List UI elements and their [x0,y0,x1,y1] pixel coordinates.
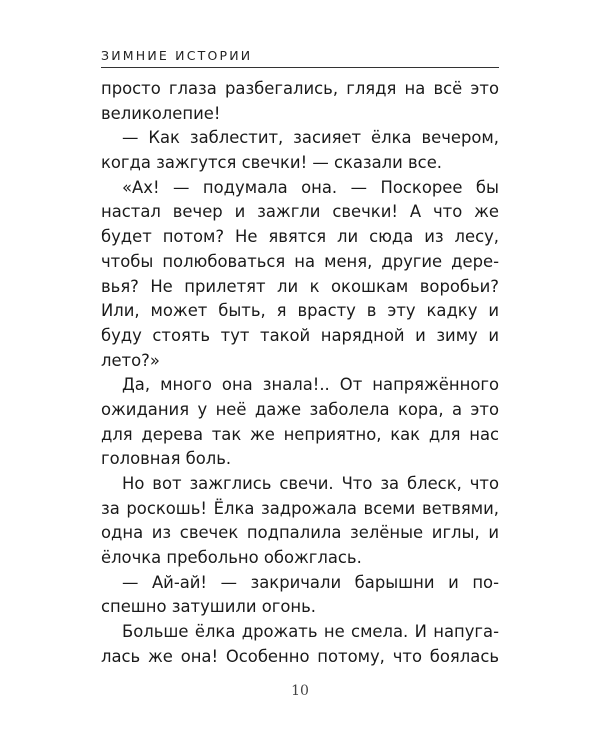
header-rule [101,67,499,68]
text-line-16: головная боль. [101,449,232,469]
text-line-8: чтобы полюбоваться на меня, другие дере- [101,251,499,271]
text-line-24: лась же она! Особенно потому, что боялась [101,646,499,666]
text-line-6: настал вечер и зажгли свечки! А что же [101,202,499,222]
page-number: 10 [291,683,309,699]
text-line-1: просто глаза разбегались, глядя на всё это [101,79,499,98]
text-line-18: за роскошь! Ёлка задрожала всеми ветвями, [101,498,499,518]
body-text [101,77,499,670]
text-line-14: ожидания у неё даже заболела кора, а это [101,399,499,419]
text-line-7: будет потом? Не явятся ли сюда из лесу, [101,227,499,247]
text-line-9: вья? Не прилетят ли к окошкам воробьи? [101,276,499,296]
text-line-21: — Ай-ай! — закричали барышни и по- [122,572,499,592]
text-line-10: Или, может быть, я врасту в эту кадку и [101,301,499,321]
text-line-15: для дерева так же неприятно, как для нас [101,424,499,444]
text-line-11: буду стоять тут такой нарядной и зиму и [101,325,499,345]
text-line-22: спешно затушили огонь. [101,597,317,617]
text-line-20: ёлочка пребольно обожглась. [101,548,362,568]
text-line-4: когда зажгутся свечки! — сказали все. [101,153,442,173]
text-line-5: «Ах! — подумала она. — Поскорее бы [122,177,499,197]
text-line-2: великолепие! [101,103,221,123]
text-line-12: лето?» [101,350,160,370]
text-line-17: Но вот зажглись свечи. Что за блеск, что [122,474,499,493]
running-head: ЗИМНИЕ ИСТОРИИ [101,48,253,63]
text-line-19: одна из свечек подпалила зелёные иглы, и [101,523,499,543]
text-line-3: — Как заблестит, засияет ёлка вечером, [122,128,499,148]
text-line-23: Больше ёлка дрожать не смела. И напуга- [122,622,499,642]
text-line-13: Да, много она знала!.. От напряжённого [122,375,499,395]
